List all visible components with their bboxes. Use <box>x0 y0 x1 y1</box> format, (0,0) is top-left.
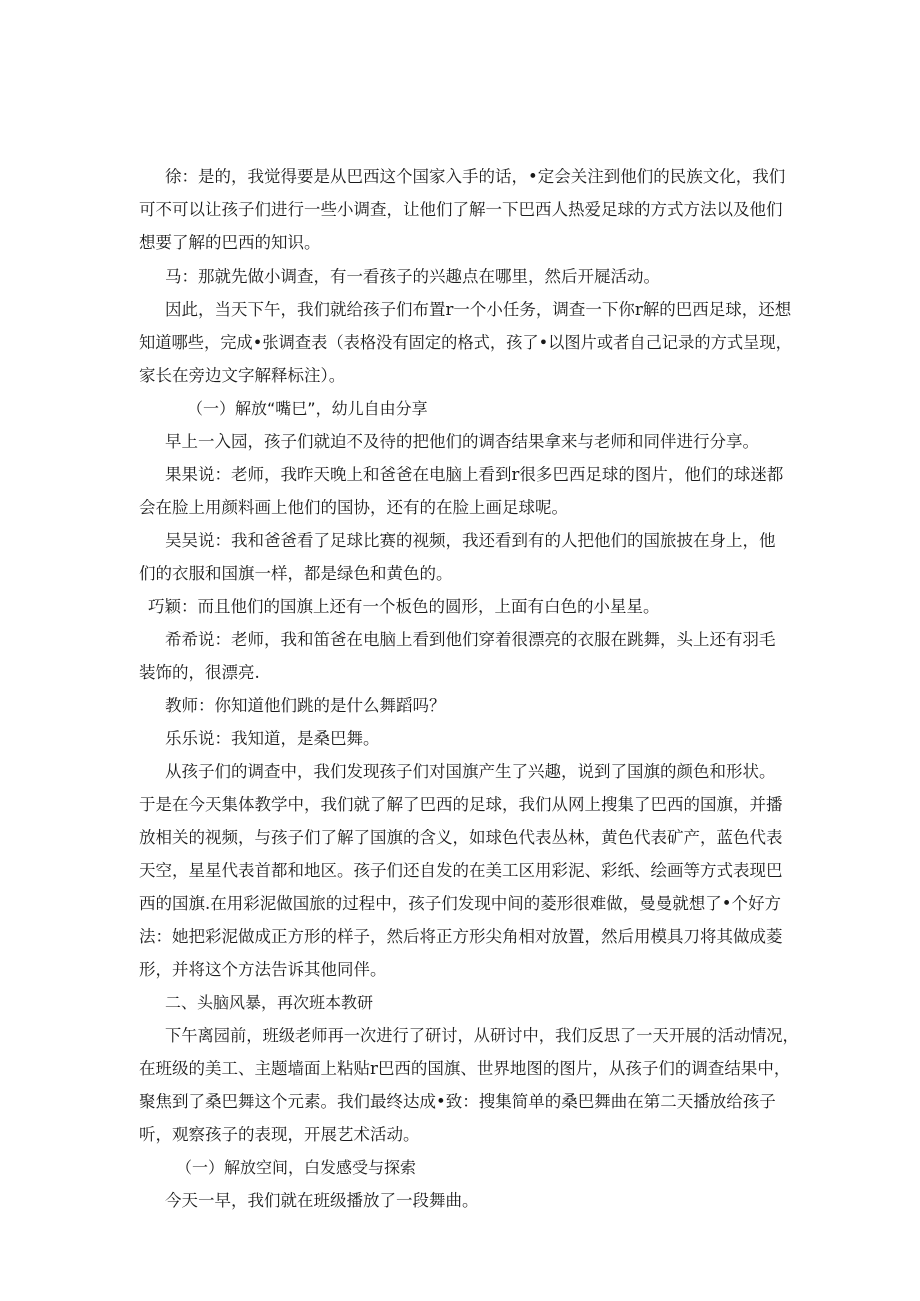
paragraph-line: 想要了解的巴西的知识。 <box>139 233 321 252</box>
paragraph-line: 教师：你知道他们跳的是什么舞蹈吗？ <box>165 696 446 715</box>
paragraph-line: 们的衣服和国旗一样，都是绿色和黄色的。 <box>139 564 453 583</box>
paragraph-line: 吴吴说：我和爸爸看了足球比赛的视频，我还看到有的人把他们的国旅披在身上，他 <box>165 531 776 550</box>
paragraph-line: 下午离园前，班级老师再一次进行了研讨，从研讨中，我们反思了一天开展的活动情况， <box>165 1026 799 1045</box>
paragraph-line: 会在脸上用颜料画上他们的国协，还有的在脸上画足球呢。 <box>139 498 568 517</box>
paragraph-line: 希希说：老师，我和笛爸在电脑上看到他们穿着很漂亮的衣服在跳舞，头上还有羽毛 <box>165 630 776 649</box>
paragraph-line: 家长在旁边文字解释标注）。 <box>139 366 346 385</box>
paragraph-line: 从孩子们的调查中，我们发现孩子们对国旗产生了兴趣，说到了国旗的颜色和形状。 <box>165 762 776 781</box>
paragraph-line: 早上一入园，孩子们就迫不及待的把他们的调杳结果拿来与老师和同伴进行分享。 <box>165 432 759 451</box>
paragraph-line: 西的国旗.在用彩泥做国旅的过程中，孩子们发现中间的菱形很难做，曼曼就想了•个好方 <box>139 894 781 913</box>
paragraph-line: 因此，当天下午，我们就给孩子们布置r一个小任务，调查一下你r解的巴西足球，还想 <box>165 300 792 319</box>
paragraph-line: 听，观察孩子的表现，开展艺术活动。 <box>139 1125 420 1144</box>
section-heading: （一）解放“嘴巳”，幼儿自由分享 <box>187 399 428 418</box>
paragraph-line: 徐：是的，我觉得要是从巴西这个国家入手的话，•定会关注到他们的民族文化，我们 <box>165 167 786 186</box>
paragraph-line: 装饰的，很漂亮. <box>139 663 260 682</box>
section-heading: 二、头脑风暴，再次班本教研 <box>165 993 374 1012</box>
paragraph-line: 知道哪些，完成•张调查表（表格没有固定的格式，孩了•以图片或者自己记录的方式呈现， <box>139 333 792 352</box>
paragraph-line: 于是在今天集体教学中，我们就了解了巴西的足球，我们从网上搜集了巴西的国旗，并播 <box>139 795 783 814</box>
section-heading: （一）解放空间，白发感受与探索 <box>176 1158 417 1177</box>
paragraph-line: 果果说：老师，我昨天晚上和爸爸在电脑上看到r很多巴西足球的图片，他们的球迷都 <box>165 465 784 484</box>
paragraph-line: 聚焦到了桑巴舞这个元素。我们最终达成•致：搜集简单的桑巴舞曲在第二天播放给孩子 <box>139 1092 776 1111</box>
paragraph-line: 在班级的美工、主题墙面上粘贴r巴西的国旗、世界地图的图片，从孩子们的调查结果中， <box>139 1059 791 1078</box>
paragraph-line: 巧颖：而且他们的国旗上还有一个板色的圆形，上面有白色的小星星。 <box>148 597 660 616</box>
paragraph-line: 可不可以让孩子们进行一些小调查，让他们了解一下巴西人热爱足球的方式方法以及他们 <box>139 200 783 219</box>
paragraph-line: 形，并将这个方法告诉其他同伴。 <box>139 960 387 979</box>
paragraph-line: 放相关的视频，与孩子们了解了国旗的含义，如球色代表丛林，黄色代表矿产，蓝色代表 <box>139 828 783 847</box>
paragraph-line: 法：她把彩泥做成正方形的样子，然后将正方形尖角相对放置，然后用模具刀将其做成菱 <box>139 927 783 946</box>
paragraph-line: 马：那就先做小调查，有一看孩子的兴趣点在哪里，然后开屣活动。 <box>165 267 660 286</box>
paragraph-line: 天空，星星代表首都和地区。孩子们还自发的在美工区用彩泥、彩纸、绘画等方式表现巴 <box>139 861 783 880</box>
paragraph-line: 乐乐说：我知道，是桑巴舞。 <box>165 729 380 748</box>
paragraph-line: 今天一早，我们就在班级播放了一段舞曲。 <box>165 1191 479 1210</box>
